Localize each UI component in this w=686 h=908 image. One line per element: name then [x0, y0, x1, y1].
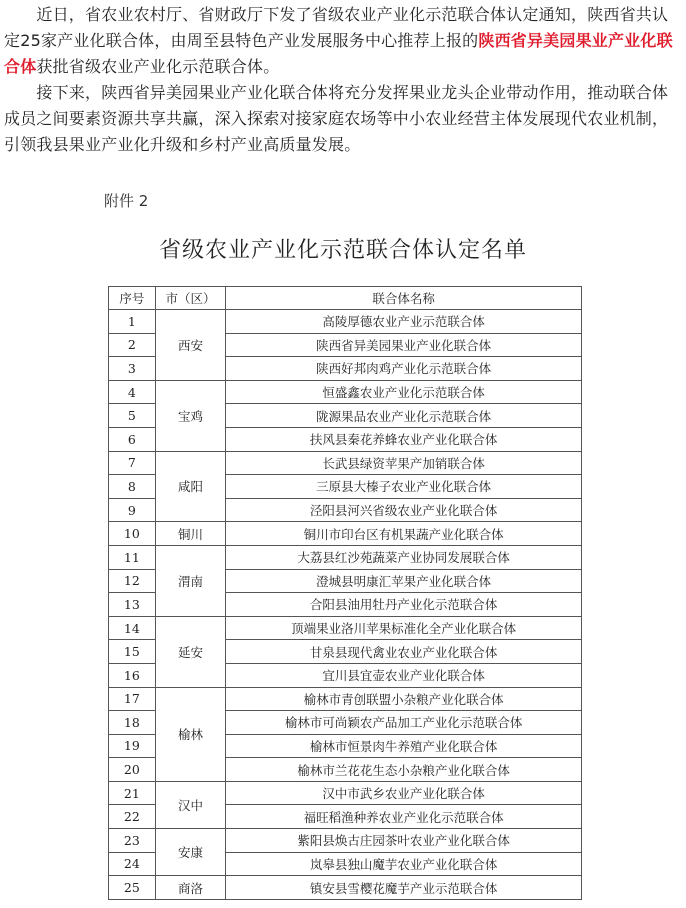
intro-text-end: 获批省级农业产业化示范联合体。 [36, 57, 280, 76]
alliance-name-cell: 榆林市可尚颖农产品加工产业化示范联合体 [226, 711, 582, 735]
row-number: 14 [109, 616, 156, 640]
table-row [109, 545, 582, 569]
alliance-name-cell: 福旺稻渔种养农业产业化示范联合体 [226, 805, 582, 829]
row-number: 7 [109, 451, 156, 475]
row-number: 3 [109, 357, 156, 381]
header-alliance-name: 联合体名称 [226, 287, 582, 310]
table-row [109, 451, 582, 475]
header-number: 序号 [109, 287, 156, 310]
table-row [109, 687, 582, 711]
attachment-label: 附件 2 [104, 192, 149, 210]
row-number: 24 [109, 852, 156, 876]
alliance-name-cell: 榆林市兰花花生态小杂粮产业化联合体 [226, 758, 582, 782]
city-cell: 商洛 [155, 876, 226, 900]
city-cell: 咸阳 [155, 451, 226, 522]
row-number: 21 [109, 781, 156, 805]
row-number: 5 [109, 404, 156, 428]
list-title: 省级农业产业化示范联合体认定名单 [158, 238, 527, 263]
alliance-name-cell: 紫阳县焕古庄园茶叶农业产业化联合体 [226, 829, 582, 853]
city-cell: 铜川 [155, 522, 226, 546]
row-number: 23 [109, 829, 156, 853]
alliance-name-cell: 铜川市印台区有机果蔬产业化联合体 [226, 522, 582, 546]
alliance-name-cell: 合阳县油用牡丹产业化示范联合体 [226, 593, 582, 617]
followup-paragraph: 接下来，陕西省异美园果业产业化联合体将充分发挥果业龙头企业带动作用，推动联合体成员之间要素资源共享共赢，深入探索对接家庭农场等中小农业经营主体发展现代农业机制，引领我县果业产业化升级和乡村产业高质量发展。 [4, 83, 669, 154]
row-number: 16 [109, 663, 156, 687]
table-row [109, 876, 582, 900]
alliance-name-cell: 三原县大榛子农业产业化联合体 [226, 475, 582, 499]
alliance-name-cell: 泾阳县河兴省级农业产业化联合体 [226, 498, 582, 522]
alliance-name-cell: 扶风县秦花养蜂农业产业化联合体 [226, 427, 582, 451]
row-number: 12 [109, 569, 156, 593]
intro-text: 近日，省农业农村厅、省财政厅下发了省级农业产业化示范联合体认定通知，陕西省共认定25家产业化联合体，由周至县特色产业发展服务中心推荐上报的 [4, 5, 669, 50]
alliance-name-cell: 镇安县雪樱花魔芋产业示范联合体 [226, 876, 582, 900]
alliance-name-cell: 宜川县宜壶农业产业化联合体 [226, 663, 582, 687]
table-body [109, 310, 582, 900]
city-cell: 宝鸡 [155, 380, 226, 451]
city-cell: 延安 [155, 616, 226, 687]
table-header-row [109, 287, 582, 310]
row-number: 18 [109, 711, 156, 735]
table-row [109, 829, 582, 853]
city-cell: 汉中 [155, 781, 226, 828]
table-row [109, 616, 582, 640]
row-number: 22 [109, 805, 156, 829]
table-row [109, 380, 582, 404]
alliance-name-cell: 甘泉县现代禽业农业产业化联合体 [226, 640, 582, 664]
alliance-name-cell: 陕西好邦肉鸡产业化示范联合体 [226, 357, 582, 381]
alliance-name-cell: 大荔县红沙苑蔬菜产业协同发展联合体 [226, 545, 582, 569]
intro-paragraph [4, 2, 680, 80]
city-cell: 榆林 [155, 687, 226, 781]
header-city: 市（区） [155, 287, 226, 310]
row-number: 8 [109, 475, 156, 499]
table-row [109, 310, 582, 334]
alliance-name-cell: 榆林市青创联盟小杂粮产业化联合体 [226, 687, 582, 711]
city-cell: 西安 [155, 310, 226, 381]
alliance-name-cell: 榆林市恒景肉牛养殖产业化联合体 [226, 734, 582, 758]
row-number: 25 [109, 876, 156, 900]
row-number: 20 [109, 758, 156, 782]
alliance-name-cell: 陕西省异美园果业产业化联合体 [226, 333, 582, 357]
row-number: 15 [109, 640, 156, 664]
row-number: 9 [109, 498, 156, 522]
row-number: 19 [109, 734, 156, 758]
alliance-name-cell: 澄城县明康汇苹果产业化联合体 [226, 569, 582, 593]
alliance-name-cell: 陇源果品农业产业化示范联合体 [226, 404, 582, 428]
alliance-name-cell: 顶端果业洛川苹果标准化全产业化联合体 [226, 616, 582, 640]
row-number: 17 [109, 687, 156, 711]
row-number: 2 [109, 333, 156, 357]
alliance-name-cell: 岚皋县独山魔芋农业产业化联合体 [226, 852, 582, 876]
city-cell: 渭南 [155, 545, 226, 616]
recognition-table [108, 286, 582, 900]
table-row [109, 781, 582, 805]
city-cell: 安康 [155, 829, 226, 876]
row-number: 10 [109, 522, 156, 546]
row-number: 1 [109, 310, 156, 334]
row-number: 4 [109, 380, 156, 404]
alliance-name-cell: 长武县绿资苹果产加销联合体 [226, 451, 582, 475]
alliance-name-cell: 汉中市武乡农业产业化联合体 [226, 781, 582, 805]
alliance-name-cell: 高陵厚德农业产业示范联合体 [226, 310, 582, 334]
alliance-name-cell: 恒盛鑫农业产业化示范联合体 [226, 380, 582, 404]
highlight-alliance-name: 陕西省异美园果业产业化联合体 [4, 31, 673, 76]
row-number: 6 [109, 427, 156, 451]
table-row [109, 522, 582, 546]
row-number: 13 [109, 593, 156, 617]
row-number: 11 [109, 545, 156, 569]
